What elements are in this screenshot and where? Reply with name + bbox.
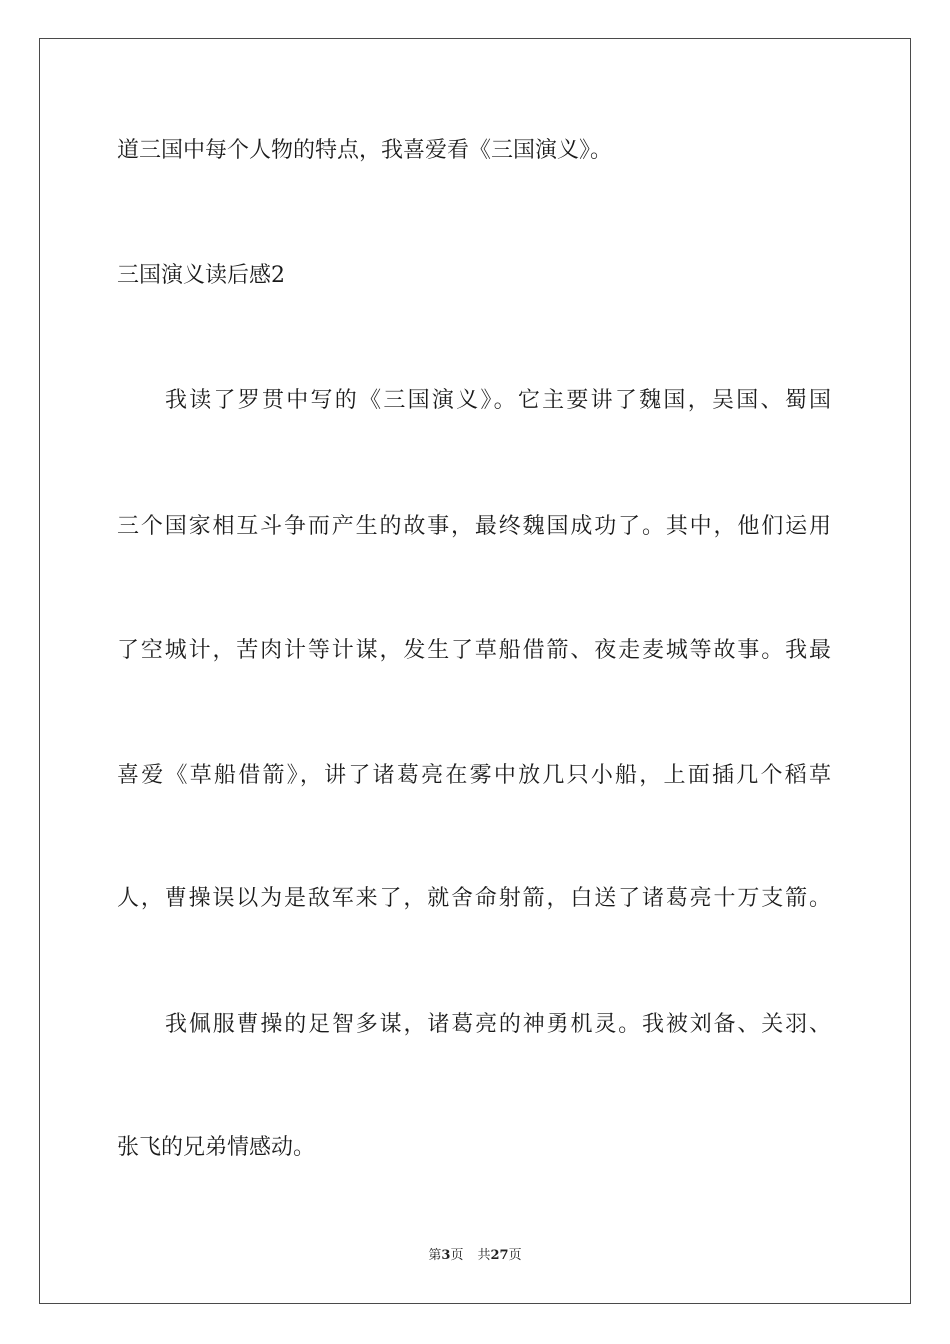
text-line-7: 人，曹操误以为是敌军来了，就舍命射箭，白送了诸葛亮十万支箭。	[117, 886, 831, 911]
text-line-3: 我读了罗贯中写的《三国演义》。它主要讲了魏国，吴国、蜀国	[165, 388, 831, 413]
text-line-8: 我佩服曹操的足智多谋，诸葛亮的神勇机灵。我被刘备、关羽、	[165, 1012, 831, 1037]
text-line-4: 三个国家相互斗争而产生的故事，最终魏国成功了。其中，他们运用	[117, 514, 831, 539]
page-prefix: 第	[428, 1248, 442, 1263]
section-heading: 三国演义读后感2	[117, 263, 285, 288]
total-prefix: 共	[477, 1248, 491, 1263]
page-number: 3	[441, 1248, 451, 1263]
text-line-1: 道三国中每个人物的特点，我喜爱看《三国演义》。	[117, 138, 613, 163]
text-line-6: 喜爱《草船借箭》，讲了诸葛亮在雾中放几只小船，上面插几个稻草	[117, 763, 831, 788]
text-line-9: 张飞的兄弟情感动。	[117, 1135, 316, 1160]
page-suffix: 页	[450, 1248, 464, 1263]
total-suffix: 页	[508, 1248, 522, 1263]
text-line-5: 了空城计，苦肉计等计谋，发生了草船借箭、夜走麦城等故事。我最	[117, 638, 831, 663]
total-pages: 27	[490, 1248, 509, 1263]
page-footer	[0, 1247, 950, 1265]
page-border	[39, 38, 911, 1304]
